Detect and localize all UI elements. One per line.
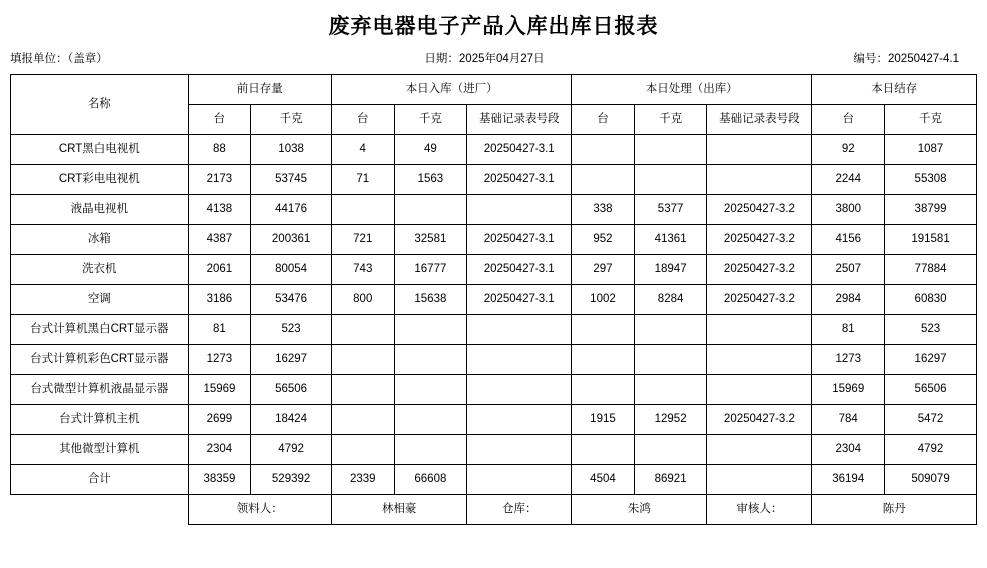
cell-prev-kg: 16297 — [251, 345, 332, 375]
cell-out-tai — [572, 375, 635, 405]
cell-in-record: 20250427-3.1 — [467, 165, 572, 195]
table-row — [11, 285, 977, 315]
cell-out-kg: 5377 — [634, 195, 707, 225]
cell-out-tai: 297 — [572, 255, 635, 285]
header-group-balance: 本日结存 — [812, 75, 977, 105]
cell-prev-kg: 44176 — [251, 195, 332, 225]
warehouse-label: 仓库： — [467, 495, 572, 525]
cell-in-kg — [394, 195, 467, 225]
cell-bal-kg: 60830 — [885, 285, 977, 315]
header-prev-tai: 台 — [188, 105, 251, 135]
cell-out-kg — [634, 435, 707, 465]
table-row — [11, 135, 977, 165]
cell-prev-tai: 4138 — [188, 195, 251, 225]
row-name: 台式计算机黑白CRT显示器 — [11, 315, 189, 345]
row-name: 台式计算机主机 — [11, 405, 189, 435]
cell-in-tai — [331, 315, 394, 345]
cell-in-kg — [394, 315, 467, 345]
header-group-in: 本日入库（进厂） — [331, 75, 571, 105]
cell-in-tai: 743 — [331, 255, 394, 285]
row-name: 洗衣机 — [11, 255, 189, 285]
cell-bal-kg: 55308 — [885, 165, 977, 195]
total-in-record — [467, 465, 572, 495]
report-table — [10, 74, 977, 525]
cell-prev-kg: 4792 — [251, 435, 332, 465]
table-row — [11, 315, 977, 345]
cell-out-tai — [572, 315, 635, 345]
table-row — [11, 255, 977, 285]
header-group-out: 本日处理（出库） — [572, 75, 812, 105]
table-row — [11, 225, 977, 255]
cell-bal-kg: 56506 — [885, 375, 977, 405]
cell-in-tai — [331, 345, 394, 375]
cell-in-kg: 1563 — [394, 165, 467, 195]
total-bal-kg: 509079 — [885, 465, 977, 495]
cell-in-tai: 721 — [331, 225, 394, 255]
cell-prev-kg: 80054 — [251, 255, 332, 285]
page-title: 废弃电器电子产品入库出库日报表 — [328, 14, 659, 38]
cell-prev-tai: 15969 — [188, 375, 251, 405]
cell-out-kg — [634, 375, 707, 405]
cell-in-record: 20250427-3.1 — [467, 225, 572, 255]
report-date-label: 日期：2025年04月27日 — [424, 53, 545, 65]
cell-out-tai — [572, 135, 635, 165]
cell-out-record — [707, 435, 812, 465]
picker-value: 林相豪 — [331, 495, 466, 525]
cell-bal-tai: 2304 — [812, 435, 885, 465]
table-total-row — [11, 465, 977, 495]
cell-bal-tai: 2244 — [812, 165, 885, 195]
header-in-tai: 台 — [331, 105, 394, 135]
total-out-record — [707, 465, 812, 495]
cell-in-tai: 4 — [331, 135, 394, 165]
cell-bal-tai: 4156 — [812, 225, 885, 255]
cell-in-record: 20250427-3.1 — [467, 255, 572, 285]
cell-prev-tai: 2061 — [188, 255, 251, 285]
cell-out-record: 20250427-3.2 — [707, 285, 812, 315]
header-prev-kg: 千克 — [251, 105, 332, 135]
cell-in-record: 20250427-3.1 — [467, 285, 572, 315]
cell-prev-kg: 56506 — [251, 375, 332, 405]
cell-bal-tai: 1273 — [812, 345, 885, 375]
cell-in-kg: 15638 — [394, 285, 467, 315]
cell-bal-kg: 191581 — [885, 225, 977, 255]
cell-in-kg: 16777 — [394, 255, 467, 285]
row-name: 台式微型计算机液晶显示器 — [11, 375, 189, 405]
cell-out-kg — [634, 315, 707, 345]
auditor-label: 审核人： — [707, 495, 812, 525]
cell-bal-kg: 4792 — [885, 435, 977, 465]
table-row — [11, 195, 977, 225]
cell-bal-tai: 15969 — [812, 375, 885, 405]
cell-out-kg — [634, 135, 707, 165]
meta-row — [0, 48, 987, 74]
total-out-kg: 86921 — [634, 465, 707, 495]
report-number-label: 编号：20250427-4.1 — [853, 53, 959, 65]
cell-bal-tai: 2507 — [812, 255, 885, 285]
cell-out-tai: 1915 — [572, 405, 635, 435]
cell-out-record: 20250427-3.2 — [707, 195, 812, 225]
cell-in-kg: 49 — [394, 135, 467, 165]
cell-in-tai — [331, 195, 394, 225]
cell-in-record — [467, 315, 572, 345]
cell-out-record — [707, 345, 812, 375]
cell-in-kg — [394, 375, 467, 405]
cell-in-tai: 71 — [331, 165, 394, 195]
cell-prev-tai: 88 — [188, 135, 251, 165]
cell-in-tai — [331, 435, 394, 465]
warehouse-value: 朱鸿 — [572, 495, 707, 525]
cell-bal-kg: 16297 — [885, 345, 977, 375]
total-prev-tai: 38359 — [188, 465, 251, 495]
auditor-value: 陈丹 — [812, 495, 977, 525]
picker-label: 领料人： — [188, 495, 331, 525]
cell-prev-kg: 200361 — [251, 225, 332, 255]
cell-bal-tai: 3800 — [812, 195, 885, 225]
cell-bal-kg: 523 — [885, 315, 977, 345]
total-in-tai: 2339 — [331, 465, 394, 495]
cell-prev-tai: 3186 — [188, 285, 251, 315]
header-bal-tai: 台 — [812, 105, 885, 135]
signature-row — [11, 495, 977, 525]
cell-out-kg: 8284 — [634, 285, 707, 315]
row-name: 台式计算机彩色CRT显示器 — [11, 345, 189, 375]
cell-prev-kg: 523 — [251, 315, 332, 345]
total-label: 合计 — [11, 465, 189, 495]
cell-out-kg: 18947 — [634, 255, 707, 285]
header-out-record: 基础记录表号段 — [707, 105, 812, 135]
cell-prev-kg: 53745 — [251, 165, 332, 195]
cell-out-kg — [634, 165, 707, 195]
cell-out-tai: 1002 — [572, 285, 635, 315]
row-name: 液晶电视机 — [11, 195, 189, 225]
cell-bal-kg: 1087 — [885, 135, 977, 165]
cell-bal-tai: 784 — [812, 405, 885, 435]
row-name: 其他微型计算机 — [11, 435, 189, 465]
cell-out-record — [707, 315, 812, 345]
cell-in-record — [467, 345, 572, 375]
header-out-kg: 千克 — [634, 105, 707, 135]
table-row — [11, 375, 977, 405]
cell-prev-kg: 18424 — [251, 405, 332, 435]
cell-prev-tai: 2304 — [188, 435, 251, 465]
cell-in-tai — [331, 375, 394, 405]
cell-prev-tai: 1273 — [188, 345, 251, 375]
cell-out-record: 20250427-3.2 — [707, 225, 812, 255]
header-group-prev: 前日存量 — [188, 75, 331, 105]
cell-out-record: 20250427-3.2 — [707, 405, 812, 435]
cell-bal-tai: 92 — [812, 135, 885, 165]
total-out-tai: 4504 — [572, 465, 635, 495]
cell-out-kg — [634, 345, 707, 375]
filing-unit-label: 填报单位：（盖章） — [10, 53, 108, 65]
header-in-kg: 千克 — [394, 105, 467, 135]
cell-out-record — [707, 375, 812, 405]
cell-out-tai: 338 — [572, 195, 635, 225]
cell-out-kg: 12952 — [634, 405, 707, 435]
total-bal-tai: 36194 — [812, 465, 885, 495]
cell-in-record — [467, 435, 572, 465]
cell-bal-tai: 81 — [812, 315, 885, 345]
cell-out-tai — [572, 165, 635, 195]
cell-prev-tai: 81 — [188, 315, 251, 345]
total-prev-kg: 529392 — [251, 465, 332, 495]
cell-out-kg: 41361 — [634, 225, 707, 255]
header-out-tai: 台 — [572, 105, 635, 135]
cell-in-record — [467, 405, 572, 435]
cell-out-record — [707, 135, 812, 165]
row-name: CRT彩电电视机 — [11, 165, 189, 195]
cell-prev-tai: 4387 — [188, 225, 251, 255]
cell-in-kg — [394, 435, 467, 465]
table-row — [11, 345, 977, 375]
row-name: CRT黑白电视机 — [11, 135, 189, 165]
cell-out-record — [707, 165, 812, 195]
cell-bal-tai: 2984 — [812, 285, 885, 315]
cell-in-record: 20250427-3.1 — [467, 135, 572, 165]
cell-in-tai: 800 — [331, 285, 394, 315]
table-row — [11, 405, 977, 435]
header-bal-kg: 千克 — [885, 105, 977, 135]
footer-spacer — [11, 495, 189, 525]
cell-in-kg — [394, 405, 467, 435]
cell-in-record — [467, 195, 572, 225]
cell-in-tai — [331, 405, 394, 435]
cell-in-kg — [394, 345, 467, 375]
cell-bal-kg: 77884 — [885, 255, 977, 285]
cell-in-record — [467, 375, 572, 405]
cell-in-kg: 32581 — [394, 225, 467, 255]
cell-out-tai — [572, 435, 635, 465]
cell-bal-kg: 38799 — [885, 195, 977, 225]
row-name: 冰箱 — [11, 225, 189, 255]
cell-prev-kg: 53476 — [251, 285, 332, 315]
table-header-group-row — [11, 75, 977, 105]
total-in-kg: 66608 — [394, 465, 467, 495]
table-row — [11, 435, 977, 465]
cell-out-tai — [572, 345, 635, 375]
table-row — [11, 165, 977, 195]
header-name: 名称 — [11, 75, 189, 135]
cell-out-record: 20250427-3.2 — [707, 255, 812, 285]
cell-out-tai: 952 — [572, 225, 635, 255]
row-name: 空调 — [11, 285, 189, 315]
cell-prev-kg: 1038 — [251, 135, 332, 165]
header-in-record: 基础记录表号段 — [467, 105, 572, 135]
cell-bal-kg: 5472 — [885, 405, 977, 435]
cell-prev-tai: 2699 — [188, 405, 251, 435]
cell-prev-tai: 2173 — [188, 165, 251, 195]
